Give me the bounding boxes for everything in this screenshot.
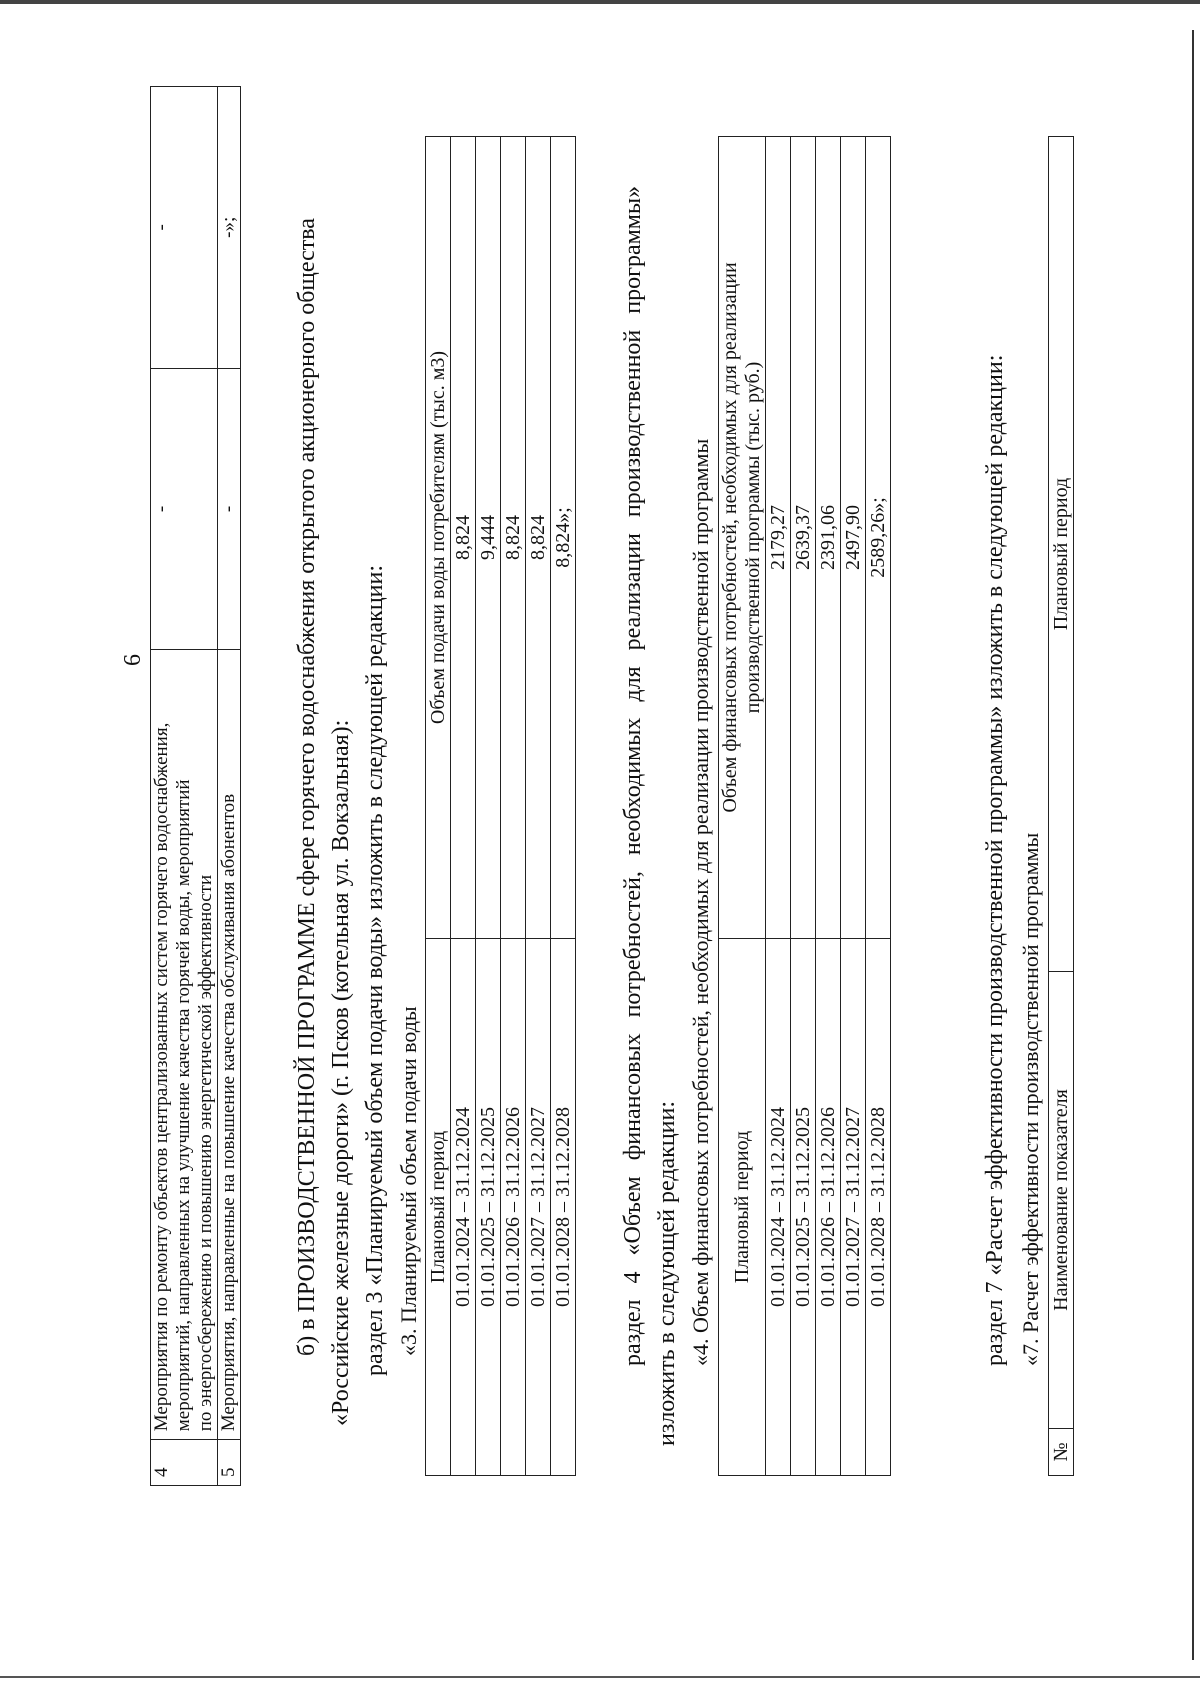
period-cell: 01.01.2026 – 31.12.2026 — [816, 939, 841, 1476]
header-finance-line: производственной программы (тыс. руб.) — [742, 361, 764, 714]
table-row — [866, 137, 891, 1476]
section-4-line-2: изложить в следующей редакции: — [654, 1100, 680, 1446]
events-table — [150, 86, 241, 1486]
value-cell: 2497,90 — [841, 137, 866, 939]
event-value-b: - — [151, 87, 218, 369]
table-row — [501, 137, 526, 1476]
event-name-line: Мероприятия по ремонту объектов централизованных систем горячего водоснабжения, — [151, 722, 172, 1432]
table-header-row — [1049, 137, 1074, 1476]
table-row — [841, 137, 866, 1476]
value-cell: 8,824 — [526, 137, 551, 939]
period-cell: 01.01.2025 – 31.12.2025 — [791, 939, 816, 1476]
event-name-line: по энергосбережению и повышению энергетической эффективности — [195, 874, 216, 1432]
volume-table-title: «3. Планируемый объем подачи воды — [396, 1006, 421, 1356]
volume-table — [425, 136, 576, 1476]
table-header-row — [426, 137, 451, 1476]
table-row — [451, 137, 476, 1476]
value-cell: 2639,37 — [791, 137, 816, 939]
value-cell: 2589,26»; — [866, 137, 891, 939]
table-row — [791, 137, 816, 1476]
event-name — [151, 650, 218, 1440]
period-cell: 01.01.2027 – 31.12.2027 — [841, 939, 866, 1476]
table-header-row — [719, 137, 766, 1476]
scan-top-edge — [0, 0, 1200, 4]
value-cell: 8,824 — [451, 137, 476, 939]
header-volume: Объем подачи воды потребителям (тыс. м3) — [426, 137, 451, 939]
header-period: Плановый период — [719, 939, 766, 1476]
value-cell: 8,824»; — [551, 137, 576, 939]
table-row — [766, 137, 791, 1476]
value-cell: 2391,06 — [816, 137, 841, 939]
table-row — [551, 137, 576, 1476]
period-cell: 01.01.2024 – 31.12.2024 — [451, 939, 476, 1476]
header-finance-line: Объем финансовых потребностей, необходимых для реализации — [719, 262, 741, 813]
period-cell: 01.01.2026 – 31.12.2026 — [501, 939, 526, 1476]
period-cell: 01.01.2027 – 31.12.2027 — [526, 939, 551, 1476]
page-number: 6 — [120, 654, 146, 666]
row-number: 5 — [218, 1440, 241, 1486]
efficiency-table — [1048, 136, 1074, 1476]
table-row — [476, 137, 501, 1476]
header-indicator-name: Наименование показателя — [1049, 972, 1074, 1429]
event-value-a: - — [218, 368, 241, 650]
period-cell: 01.01.2024 – 31.12.2024 — [766, 939, 791, 1476]
event-name-line: Мероприятия, направленные на повышение качества обслуживания абонентов — [218, 793, 239, 1432]
section-3-intro: раздел 3 «Планируемый объем подачи воды» изложить в следующей редакции: — [362, 564, 388, 1376]
finance-table — [718, 136, 891, 1476]
header-finance — [719, 137, 766, 939]
section-b-line-1: б) в ПРОИЗВОДСТВЕННОЙ ПРОГРАММЕ сфере горячего водоснабжения открытого акционерного общества — [294, 218, 320, 1356]
section-b-line-2: «Российские железные дороги» (г. Псков (котельная ул. Вокзальная): — [328, 719, 354, 1426]
header-period: Плановый период — [1049, 137, 1074, 972]
event-value-a: - — [151, 368, 218, 650]
period-cell: 01.01.2028 – 31.12.2028 — [866, 939, 891, 1476]
efficiency-table-title: «7. Расчет эффективности производственной программы — [1018, 832, 1043, 1366]
value-cell: 8,824 — [501, 137, 526, 939]
value-cell: 9,444 — [476, 137, 501, 939]
section-4-line-1: раздел 4 «Объем финансовых потребностей, необходимых для реализации производственной программы» — [620, 185, 646, 1366]
row-number: 4 — [151, 1440, 218, 1486]
table-row — [816, 137, 841, 1476]
finance-table-title: «4. Объем финансовых потребностей, необходимых для реализации производственной программы — [688, 438, 713, 1366]
rotated-document-page — [0, 46, 1200, 1686]
table-row — [151, 87, 218, 1486]
header-period: Плановый период — [426, 939, 451, 1476]
period-cell: 01.01.2028 – 31.12.2028 — [551, 939, 576, 1476]
value-cell: 2179,27 — [766, 137, 791, 939]
table-row — [526, 137, 551, 1476]
header-number: № — [1049, 1429, 1074, 1476]
table-row — [218, 87, 241, 1486]
event-name — [218, 650, 241, 1440]
event-name-line: мероприятий, направленных на улучшение качества горячей воды, мероприятий — [173, 779, 194, 1432]
section-7-line-1: раздел 7 «Расчет эффективности производственной программы» изложить в следующей редакции: — [982, 354, 1008, 1366]
period-cell: 01.01.2025 – 31.12.2025 — [476, 939, 501, 1476]
event-value-b: -»; — [218, 87, 241, 369]
